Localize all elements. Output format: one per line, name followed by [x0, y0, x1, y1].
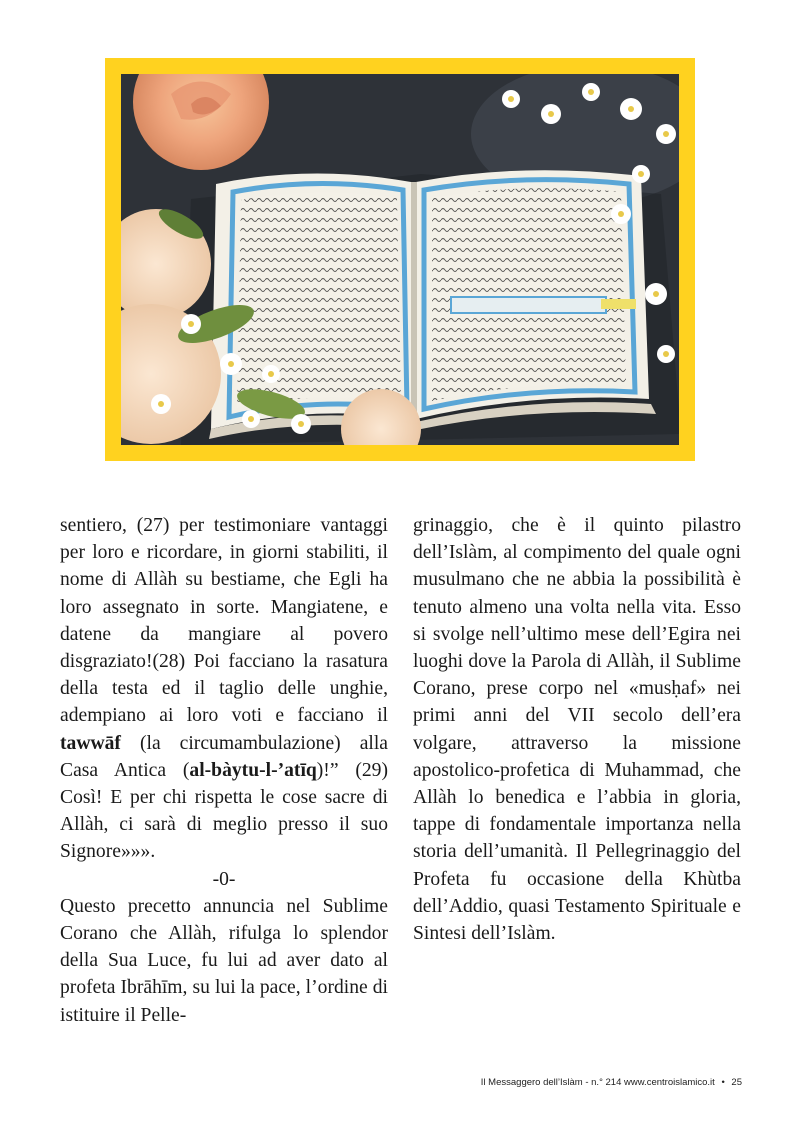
section-separator: -0- [212, 868, 236, 890]
term-tawwaf: tawwāf [60, 732, 121, 754]
bullet-separator: • [721, 1077, 725, 1088]
page-number: 25 [731, 1077, 742, 1088]
right-paragraph-1: grinaggio, che è il quinto pilastro dell’Islàm, al compimento del quale ogni musulmano che ne abbia la possibilità è tenuto almeno una volta nella vita. Esso si svolge nell’ultimo mese dell’Egira nei luoghi dove la Parola di Allàh, il Sublime Corano, prese corpo nel «musḥaf» nei primi anni del VII secolo dell’era volgare, attraverso la missione apostolico-profetica di Muhammad, che Allàh lo benedica e l’abbia in gloria, tappe di fondamentale importanza nella storia dell’umanità. Il Pellegrinaggio del Profeta fu occasione della Khùtba dell’Addio, quasi Testamento Spirituale e Sintesi dell’Islàm. [413, 515, 741, 945]
left-paragraph-1: sentiero, (27) per testimoniare vantaggi per loro e ricordare, in giorni stabiliti, il nome di Allàh su bestiame, che Egli ha loro assegnato in sorte. Mangiatene, e datene da mangiare al povero disgraziato!(28) Poi facciano la rasatura della testa ed il taglio delle unghie, adempiano ai loro voti e facciano il tawwāf (la circumambulazione) alla Casa Antica (al-bàytu-l-’atīq)!” (29) Così! E per chi rispetta le cose sacre di Allàh, ci sarà di meglio presso il suo Signore»»». [60, 515, 388, 863]
quran-illustration [121, 74, 679, 445]
left-paragraph-2: Questo precetto annuncia nel Sublime Corano che Allàh, rifulga lo splendor della Sua Luce, fu lui ad aver dato al profeta Ibrāhīm, su lui la pace, l’ordine di istituire il Pelle- [60, 895, 388, 1026]
quran-photo [121, 74, 679, 445]
page-footer [481, 1077, 742, 1088]
left-column [60, 512, 388, 1029]
website-link[interactable]: www.centroislamico.it [624, 1077, 715, 1088]
photo-frame [105, 58, 695, 461]
publication-name: Il Messaggero dell’Islàm - n.° 214 [480, 1077, 622, 1088]
right-column [413, 512, 741, 947]
term-al-baytu-l-atiq: al-bàytu-l-’atīq [189, 759, 317, 781]
